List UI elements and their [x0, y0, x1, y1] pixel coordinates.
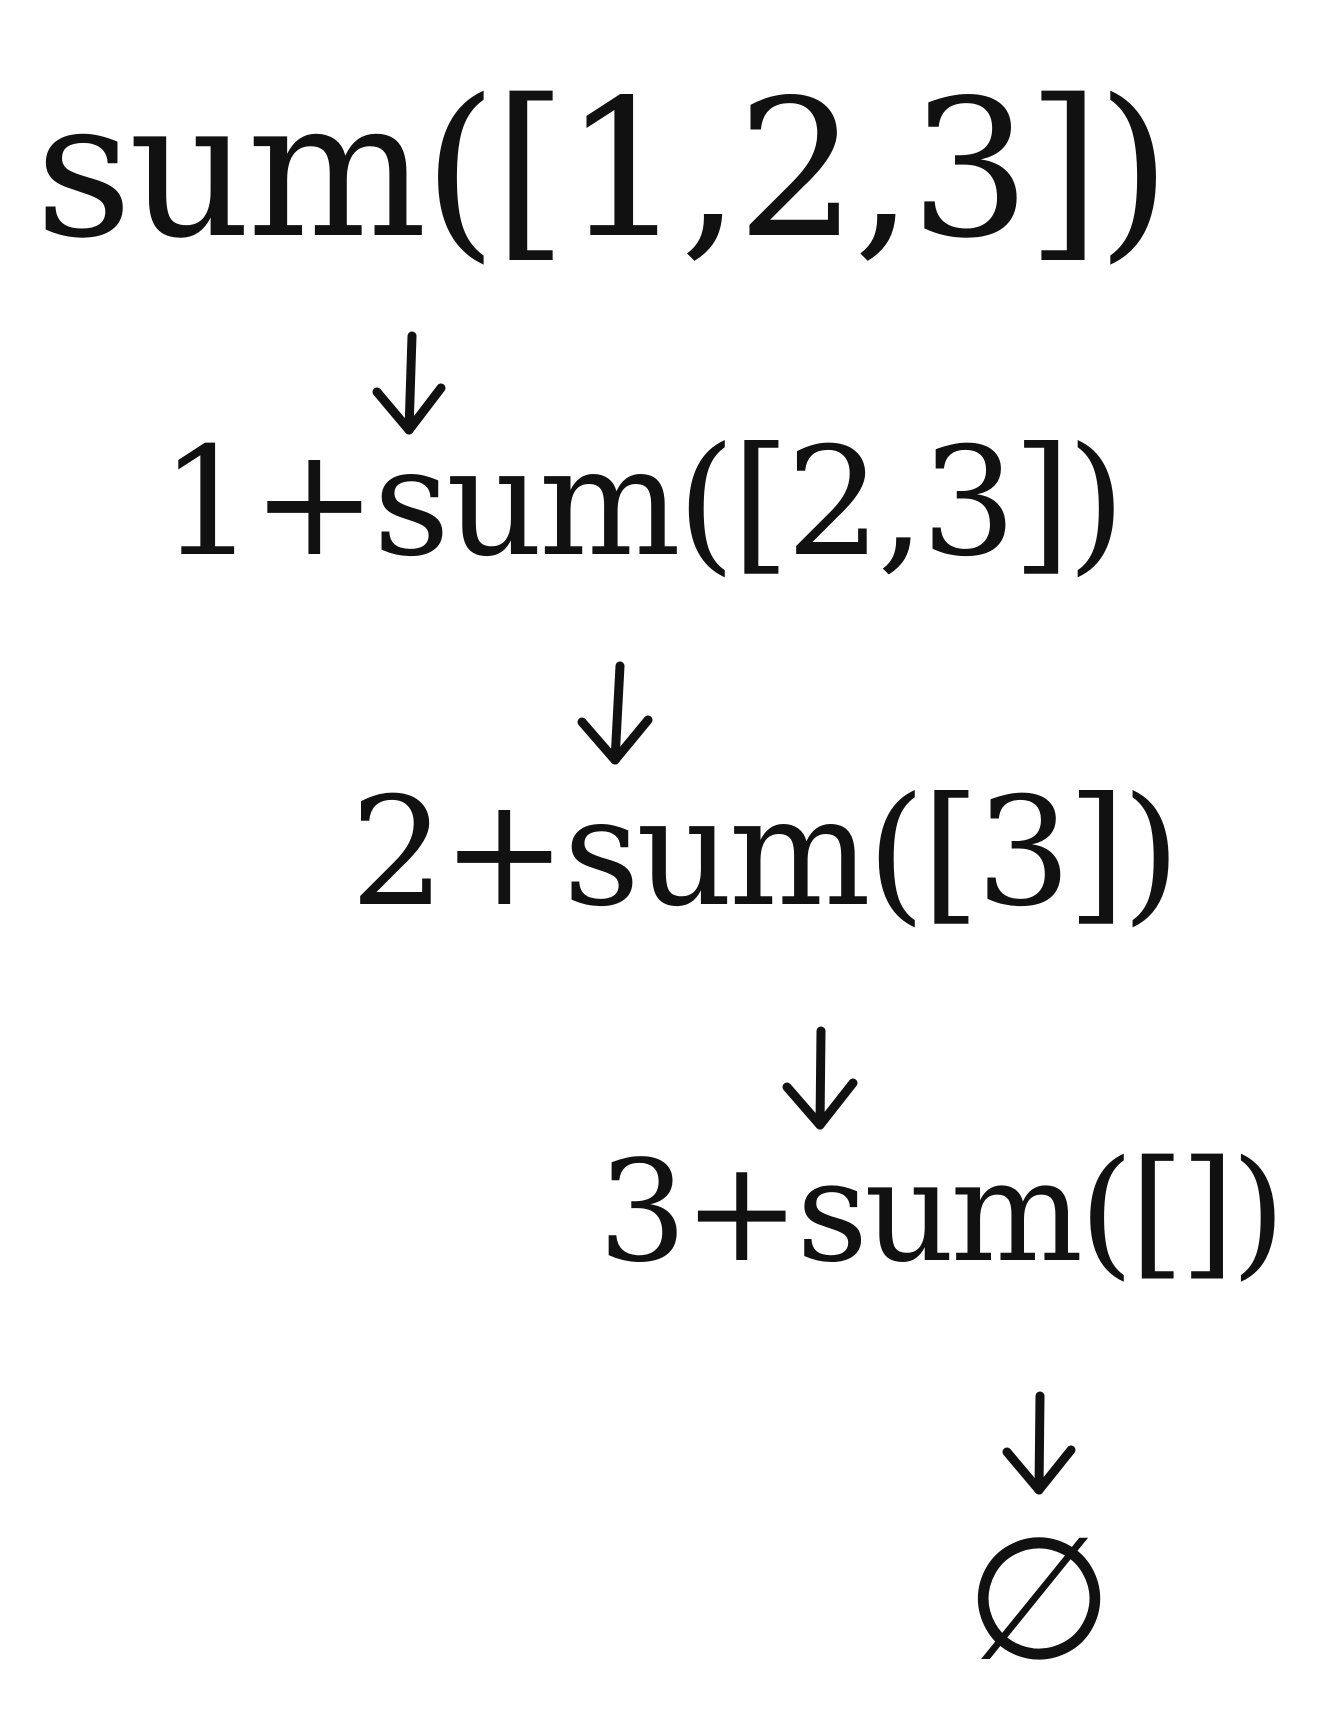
step-expression-2-plus-sum-3: 2+sum([3])	[350, 766, 1177, 940]
step-expression-sum-1-2-3: sum([1,2,3])	[35, 59, 1167, 280]
step-expression-3-plus-sum-empty: 3+sum([])	[598, 1131, 1282, 1294]
step-expression-1-plus-sum-2-3: 1+sum([2,3])	[160, 416, 1122, 590]
down-arrow-icon	[775, 1025, 865, 1140]
down-arrow-icon	[570, 660, 660, 775]
down-arrow-icon	[995, 1390, 1085, 1505]
empty-set-result: ∅	[965, 1501, 1114, 1699]
